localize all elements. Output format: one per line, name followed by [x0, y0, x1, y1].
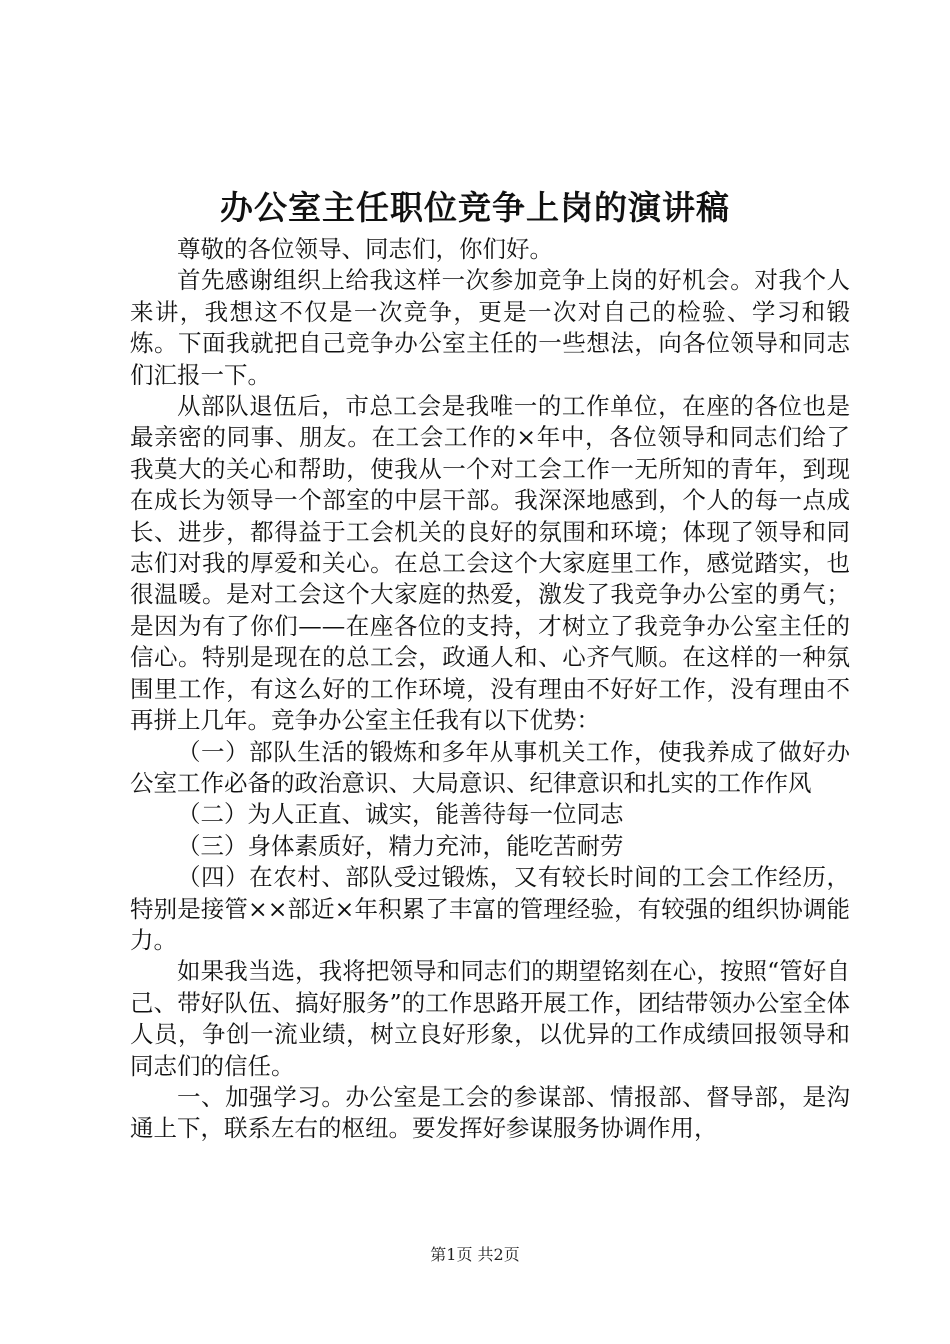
document-title: 办公室主任职位竞争上岗的演讲稿 [220, 188, 730, 227]
document-body [130, 234, 850, 1145]
paragraph-plan-1: 一、加强学习。办公室是工会的参谋部、情报部、督导部，是沟通上下，联系左右的枢纽。要发挥好参谋服务协调作用， [130, 1082, 850, 1143]
paragraph-commitment: 如果我当选，我将把领导和同志们的期望铭刻在心，按照“管好自己、带好队伍、搞好服务”的工作思路开展工作，团结带领办公室全体人员，争创一流业绩，树立良好形象，以优异的工作成绩回报领导和同志们的信任。 [130, 957, 850, 1080]
paragraph-advantage-2: （二）为人正直、诚实，能善待每一位同志 [177, 800, 624, 829]
paragraph-advantage-1: （一）部队生活的锻炼和多年从事机关工作，使我养成了做好办公室工作必备的政治意识、大局意识、纪律意识和扎实的工作作风 [130, 737, 850, 797]
paragraph-background: 从部队退伍后，市总工会是我唯一的工作单位，在座的各位也是最亲密的同事、朋友。在工会工作的×年中，各位领导和同志们给了我莫大的关心和帮助，使我从一个对工会工作一无所知的青年，到现在成长为领导一个部室的中层干部。我深深地感到，个人的每一点成长、进步，都得益于工会机关的良好的氛围和环境；体现了领导和同志们对我的厚爱和关心。在总工会这个大家庭里工作，感觉踏实，也很温暖。是对工会这个大家庭的热爱，激发了我竞争办公室的勇气；是因为有了你们——在座各位的支持，才树立了我竞争办公室主任的信心。特别是现在的总工会，政通人和、心齐气顺。在这样的一种氛围里工作，有这么好的工作环境，没有理由不好好工作，没有理由不再拼上几年。竞争办公室主任我有以下优势： [130, 392, 850, 735]
paragraph-advantage-3: （三）身体素质好，精力充沛，能吃苦耐劳 [177, 831, 624, 860]
paragraph-greeting: 尊敬的各位领导、同志们，你们好。 [177, 235, 553, 263]
paragraph-advantage-4: （四）在农村、部队受过锻炼，又有较长时间的工会工作经历，特别是接管××部近×年积累了丰富的管理经验，有较强的组织协调能力。 [130, 863, 850, 954]
paragraph-opening: 首先感谢组织上给我这样一次参加竞争上岗的好机会。对我个人来讲，我想这不仅是一次竞争，更是一次对自己的检验、学习和锻炼。下面我就把自己竞争办公室主任的一些想法，向各位领导和同志们汇报一下。 [130, 266, 850, 389]
page-number: 第1页 共2页 [430, 1245, 520, 1264]
